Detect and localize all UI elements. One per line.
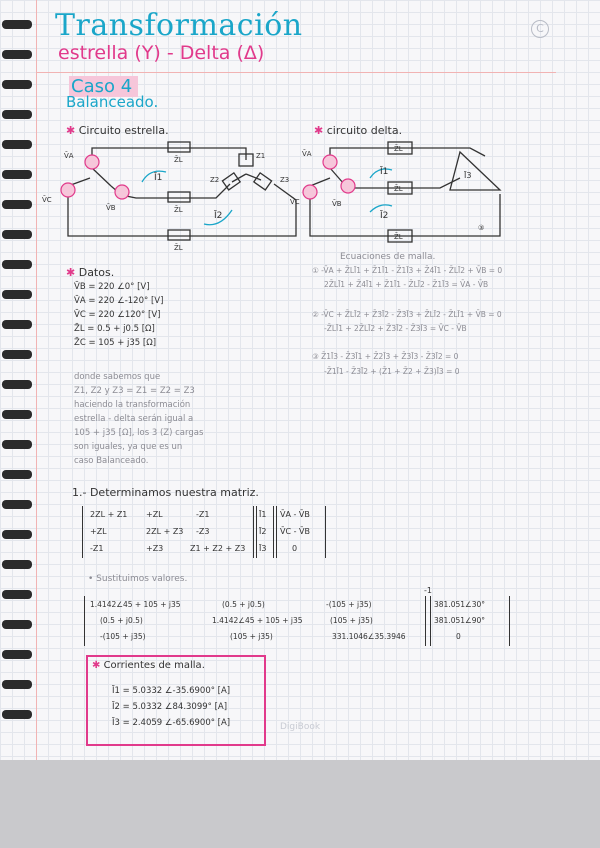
case-label: Caso 4 — [69, 76, 138, 97]
delta-mesh3-label: ③ — [478, 224, 485, 232]
title-line-1: Transformación — [55, 8, 303, 43]
star-heading: ✱ Circuito estrella. — [66, 124, 169, 137]
step1-heading: 1.- Determinamos nuestra matriz. — [72, 486, 259, 499]
logo-icon: C — [531, 20, 549, 38]
matrix-cell: 2ZL + Z3 — [146, 527, 184, 536]
binding-ring — [2, 590, 32, 599]
delta-i2-label: Ī2 — [380, 211, 389, 221]
star-zl3-label: Z̄L — [174, 244, 183, 252]
inverse-exponent: -1 — [424, 586, 432, 595]
vector-cell: V̄C - V̄B — [280, 527, 310, 536]
datos-item: Z̄L = 0.5 + j0.5 [Ω] — [74, 324, 155, 334]
delta-i3-label: Ī3 — [464, 171, 472, 180]
values-cell: (105 + j35) — [230, 632, 273, 641]
asterisk-icon: ✱ — [314, 124, 324, 137]
result-i1: Ī1 = 5.0332 ∠-35.6900° [A] — [112, 686, 231, 696]
asterisk-icon: ✱ — [92, 660, 101, 671]
note-line: estrella - delta serán igual a — [74, 414, 194, 424]
binding-ring — [2, 170, 32, 179]
binding-ring — [2, 410, 32, 419]
datos-item: V̄B = 220 ∠0° [V] — [74, 282, 150, 292]
note-line: son iguales, ya que es un — [74, 442, 183, 452]
matrix-cell: +ZL — [90, 527, 107, 536]
values-rhs-cell: 0 — [456, 632, 461, 641]
binding-ring — [2, 260, 32, 269]
star-vb-label: V̄B — [106, 204, 116, 212]
matrix-cell: +Z3 — [146, 544, 164, 553]
values-rhs-cell: 381.051∠30° — [434, 600, 486, 609]
mesh-eq-1b: 2Z̄LĪ1 + Z̄4Ī1 + Z̄1Ī1 - Z̄LĪ2 - Z̄1Ī3 = V̄A - V̄B — [324, 280, 489, 289]
binding-ring — [2, 530, 32, 539]
result-i3: Ī3 = 2.4059 ∠-65.6900° [A] — [112, 718, 231, 728]
star-z3-label: Z3 — [280, 176, 290, 184]
binding-ring — [2, 320, 32, 329]
spiral-binding — [0, 20, 34, 740]
star-z2-label: Z2 — [210, 176, 220, 184]
mesh-eq-1a: ① -V̄A + Z̄LĪ1 + Z̄1Ī1 - Z̄1Ī3 + Z̄4Ī1 - Z̄LĪ2 + V̄B = 0 — [312, 266, 503, 275]
values-cell: -(105 + j35) — [100, 632, 146, 641]
star-zl1-label: Z̄L — [174, 156, 183, 164]
delta-vc-label: V̄C — [290, 198, 300, 206]
matrix-cell: -Z3 — [196, 527, 210, 536]
delta-zl3-label: Z̄L — [394, 233, 403, 241]
mesh-eq-3a: ③ Z̄1Ī3 - Z̄3Ī1 + Z̄2Ī3 + Z̄3Ī3 - Z̄3Ī2 = 0 — [312, 352, 459, 361]
matrix-cell: -Z1 — [196, 510, 210, 519]
values-cell: -(105 + j35) — [326, 600, 372, 609]
binding-ring — [2, 200, 32, 209]
binding-ring — [2, 500, 32, 509]
values-cell: (0.5 + j0.5) — [100, 616, 143, 625]
delta-i1-label: Ī1 — [380, 167, 389, 177]
delta-zl1-label: Z̄L — [394, 145, 403, 153]
values-cell: (105 + j35) — [330, 616, 373, 625]
binding-ring — [2, 230, 32, 239]
watermark: DigiBook — [280, 722, 321, 732]
title-line-2: estrella (Y) - Delta (Δ) — [58, 42, 265, 64]
star-i1-label: Ī1 — [154, 173, 163, 183]
binding-ring — [2, 140, 32, 149]
margin-line — [36, 0, 37, 760]
note-line: caso Balanceado. — [74, 456, 149, 466]
delta-vb-label: V̄B — [332, 200, 342, 208]
binding-ring — [2, 380, 32, 389]
mesh-eq-2b: -Z̄LĪ1 + 2Z̄LĪ2 + Z̄3Ī2 - Z̄3Ī3 = V̄C - V̄B — [324, 324, 467, 333]
binding-ring — [2, 80, 32, 89]
result-i2: Ī2 = 5.0332 ∠84.3099° [A] — [112, 702, 228, 712]
binding-ring — [2, 350, 32, 359]
matrix-cell: Z1 + Z2 + Z3 — [190, 544, 246, 553]
vector-cell: 0 — [292, 544, 298, 553]
substitution-label: • Sustituimos valores. — [88, 574, 188, 584]
binding-ring — [2, 470, 32, 479]
datos-item: V̄A = 220 ∠-120° [V] — [74, 296, 164, 306]
datos-item: Z̄C = 105 + j35 [Ω] — [74, 338, 157, 348]
star-zl2-label: Z̄L — [174, 206, 183, 214]
star-va-label: V̄A — [64, 152, 74, 160]
binding-ring — [2, 20, 32, 29]
values-cell: 1.4142∠45 + 105 + j35 — [90, 600, 181, 609]
delta-heading: ✱ circuito delta. — [314, 124, 403, 137]
datos-item: V̄C = 220 ∠120° [V] — [74, 310, 161, 320]
mesh-eq-3b: -Z̄1Ī1 - Z̄3Ī2 + (Z̄1 + Z̄2 + Z̄3)Ī3 = 0 — [324, 367, 460, 376]
binding-ring — [2, 440, 32, 449]
star-z1-label: Z1 — [256, 152, 266, 160]
note-line: 105 + j35 [Ω], los 3 (Z) cargas — [74, 428, 204, 438]
note-line: Z1, Z2 y Z3 = Z1 = Z2 = Z3 — [74, 386, 195, 396]
delta-circuit-diagram — [290, 138, 520, 246]
binding-ring — [2, 110, 32, 119]
case-subheading: Balanceado. — [66, 93, 159, 111]
star-circuit-diagram — [42, 138, 306, 253]
values-cell: 1.4142∠45 + 105 + j35 — [212, 616, 303, 625]
values-cell: (0.5 + j0.5) — [222, 600, 265, 609]
matrix-cell: 2ZL + Z1 — [90, 510, 128, 519]
asterisk-icon: ✱ — [66, 266, 76, 279]
matrix-cell: +ZL — [146, 510, 163, 519]
binding-ring — [2, 680, 32, 689]
delta-va-label: V̄A — [302, 150, 312, 158]
note-line: haciendo la transformación — [74, 400, 191, 410]
binding-ring — [2, 560, 32, 569]
header-line — [36, 72, 556, 73]
binding-ring — [2, 710, 32, 719]
binding-ring — [2, 650, 32, 659]
star-i2-label: Ī2 — [214, 211, 223, 221]
mesh-eq-2a: ② -V̄C + Z̄LĪ2 + Z̄3Ī2 - Z̄3Ī3 + Z̄LĪ2 - Z̄LĪ1 + V̄B = 0 — [312, 310, 502, 319]
binding-ring — [2, 50, 32, 59]
note-line: donde sabemos que — [74, 372, 161, 382]
binding-ring — [2, 620, 32, 629]
values-rhs-cell: 381.051∠90° — [434, 616, 486, 625]
asterisk-icon: ✱ — [66, 124, 76, 137]
binding-ring — [2, 290, 32, 299]
vector-cell: Ī2 — [259, 527, 267, 536]
values-cell: 331.1046∠35.3946 — [332, 632, 406, 641]
datos-heading: ✱ Datos. — [66, 266, 115, 279]
star-vc-label: V̄C — [42, 196, 52, 204]
matrix-cell: -Z1 — [90, 544, 104, 553]
results-heading: ✱ Corrientes de malla. — [92, 660, 205, 671]
background-surface — [0, 760, 600, 848]
delta-zl2-label: Z̄L — [394, 185, 403, 193]
mesh-equations-title: Ecuaciones de malla. — [340, 252, 436, 262]
vector-cell: Ī3 — [259, 544, 267, 553]
vector-cell: Ī1 — [259, 510, 267, 519]
vector-cell: V̄A - V̄B — [280, 510, 310, 519]
